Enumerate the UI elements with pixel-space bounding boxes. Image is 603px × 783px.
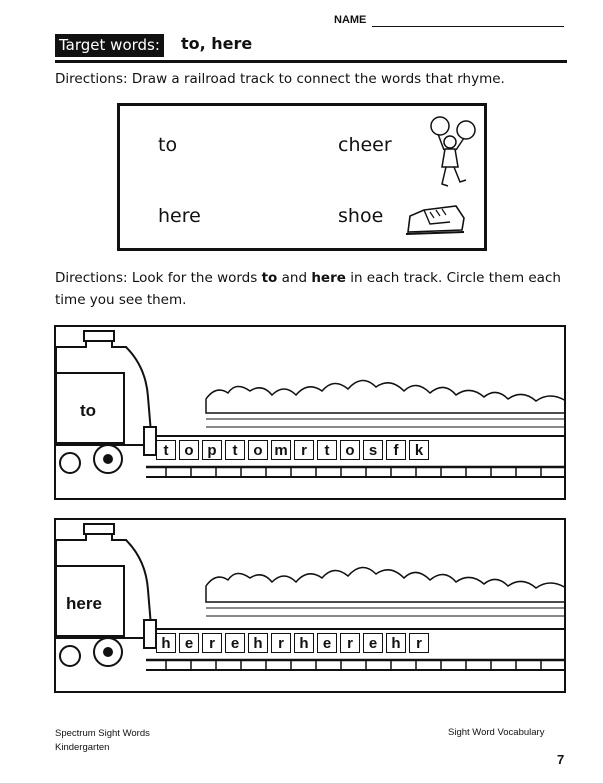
letter-cell[interactable]: e: [363, 633, 383, 653]
letter-track: [156, 440, 432, 460]
page-number: 7: [557, 752, 565, 767]
track-panel-here: [54, 518, 566, 693]
rhyme-box: [117, 103, 487, 251]
letter-cell[interactable]: o: [340, 440, 360, 460]
train-scene-illustration: [56, 327, 566, 500]
letter-cell[interactable]: h: [386, 633, 406, 653]
train-word: to: [80, 401, 97, 420]
rhyme-word-here[interactable]: here: [158, 205, 201, 227]
cheerleader-icon: [420, 112, 482, 196]
train-scene-illustration: [56, 520, 566, 693]
footer-book-info: [55, 727, 150, 755]
name-line[interactable]: [372, 26, 564, 27]
book-title: Spectrum Sight Words: [55, 728, 150, 739]
rhyme-word-to[interactable]: to: [158, 134, 178, 156]
directions-text: Directions: Look for the words: [55, 270, 262, 286]
name-label: NAME: [334, 14, 367, 26]
letter-cell[interactable]: f: [386, 440, 406, 460]
letter-cell[interactable]: r: [409, 633, 429, 653]
letter-cell[interactable]: e: [225, 633, 245, 653]
letter-track: [156, 633, 432, 653]
track-panel-to: [54, 325, 566, 500]
letter-cell[interactable]: o: [248, 440, 268, 460]
letter-cell[interactable]: m: [271, 440, 291, 460]
directions-word-here: here: [311, 270, 346, 286]
target-words: to, here: [181, 34, 253, 53]
letter-cell[interactable]: t: [156, 440, 176, 460]
rhyme-word-shoe[interactable]: shoe: [338, 205, 384, 227]
directions-text: in each track. Circle them each time you see them.: [55, 270, 561, 308]
target-words-header: [55, 32, 567, 63]
directions-find: [55, 267, 565, 311]
directions-word-to: to: [261, 270, 278, 286]
letter-cell[interactable]: o: [179, 440, 199, 460]
letter-cell[interactable]: r: [271, 633, 291, 653]
letter-cell[interactable]: t: [317, 440, 337, 460]
letter-cell[interactable]: r: [340, 633, 360, 653]
letter-cell[interactable]: t: [225, 440, 245, 460]
letter-cell[interactable]: r: [202, 633, 222, 653]
directions-text: and: [277, 270, 312, 286]
grade-level: Kindergarten: [55, 742, 110, 753]
letter-cell[interactable]: e: [317, 633, 337, 653]
shoe-icon: [400, 198, 470, 240]
rhyme-word-cheer[interactable]: cheer: [338, 134, 392, 156]
train-word: here: [66, 594, 102, 613]
target-label: Target words:: [55, 34, 164, 57]
letter-cell[interactable]: s: [363, 440, 383, 460]
letter-cell[interactable]: h: [156, 633, 176, 653]
section-title: Sight Word Vocabulary: [448, 727, 545, 738]
letter-cell[interactable]: p: [202, 440, 222, 460]
letter-cell[interactable]: h: [294, 633, 314, 653]
directions-rhyme: Directions: Draw a railroad track to connect the words that rhyme.: [55, 71, 505, 87]
letter-cell[interactable]: h: [248, 633, 268, 653]
letter-cell[interactable]: e: [179, 633, 199, 653]
letter-cell[interactable]: r: [294, 440, 314, 460]
letter-cell[interactable]: k: [409, 440, 429, 460]
